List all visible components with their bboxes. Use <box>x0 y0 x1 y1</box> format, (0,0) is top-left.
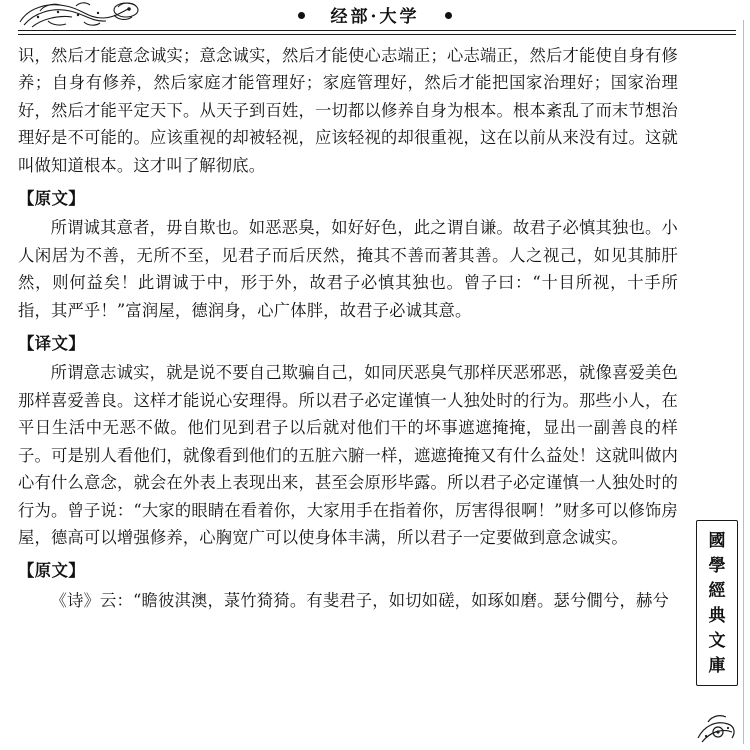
section-label-yuanwen-1: 【原文】 <box>18 189 86 209</box>
paragraph-yuanwen-2: 《诗》云：“瞻彼淇澳，菉竹猗猗。有斐君子，如切如磋，如琢如磨。瑟兮僩兮，赫兮 <box>50 590 669 610</box>
series-char-5: 庫 <box>708 656 726 676</box>
page-title-text: 经部·大学 <box>330 7 420 27</box>
paragraph-yiwen-1: 所谓意志诚实，就是说不要自己欺骗自己，如同厌恶臭气那样厌恶邪恶，就像喜爱美色那样喜爱善良。这样才能说心安理得。所以君子必定谨慎一人独处时的行为。那些小人，在平日生活中无恶不做。他们见到君子以后就对他们干的坏事遮遮掩掩，显出一副善良的样子。可是别人看他们，就像看到他们的五脏六腑一样，遮遮掩掩又有什么益处！这就叫做内心有什么意念，就会在外表上表现出来，甚至会原形毕露。所以君子必定谨慎一人独处时的行为。曾子说：“大家的眼睛在看着你，大家用手在指着你，厉害得很啊！”财多可以修饰房屋，德高可以增强修养，心胸宽广可以使身体丰满，所以君子一定要做到意念诚实。 <box>18 363 678 547</box>
seal-stamp-icon <box>694 708 740 748</box>
section-label-yuanwen-2: 【原文】 <box>18 561 86 581</box>
bullet-dot-icon-right <box>445 12 452 19</box>
series-char-1: 學 <box>708 556 726 576</box>
paragraph-continuation: 识，然后才能意念诚实；意念诚实，然后才能使心志端正；心志端正，然后才能使自身有修养；自身有修养，然后家庭才能管理好；家庭管理好，然后才能把国家治理好；国家治理好，然后才能平定天下。从天子到百姓，一切都以修养自身为根本。根本紊乱了而末节想治理好是不可能的。应该重视的却被轻视，应该轻视的却很重视，这在以前从来没有过。这就叫做知道根本。这才叫了解彻底。 <box>18 46 678 175</box>
page-content <box>18 42 678 614</box>
series-strip <box>696 520 738 686</box>
paragraph-yuanwen-1: 所谓诚其意者，毋自欺也。如恶恶臭，如好好色，此之谓自谦。故君子必慎其独也。小人闲居为不善，无所不至，见君子而后厌然，掩其不善而著其善。人之视己，如见其肺肝然，则何益矣！此谓诚于中，形于外，故君子必慎其独也。曾子曰：“十目所视，十手所指，其严乎！”富润屋，德润身，心广体胖，故君子必诚其意。 <box>18 218 678 320</box>
series-char-2: 經 <box>708 581 726 601</box>
page-edge-line <box>743 20 744 744</box>
section-label-yiwen-1: 【译文】 <box>18 334 86 354</box>
series-char-4: 文 <box>708 631 726 651</box>
page-title <box>0 2 750 27</box>
page-header <box>0 0 750 34</box>
header-divider-thick <box>18 30 736 31</box>
bullet-dot-icon-left <box>298 12 305 19</box>
header-divider-thin <box>18 34 736 35</box>
series-char-0: 國 <box>708 531 726 551</box>
series-char-3: 典 <box>708 606 726 626</box>
